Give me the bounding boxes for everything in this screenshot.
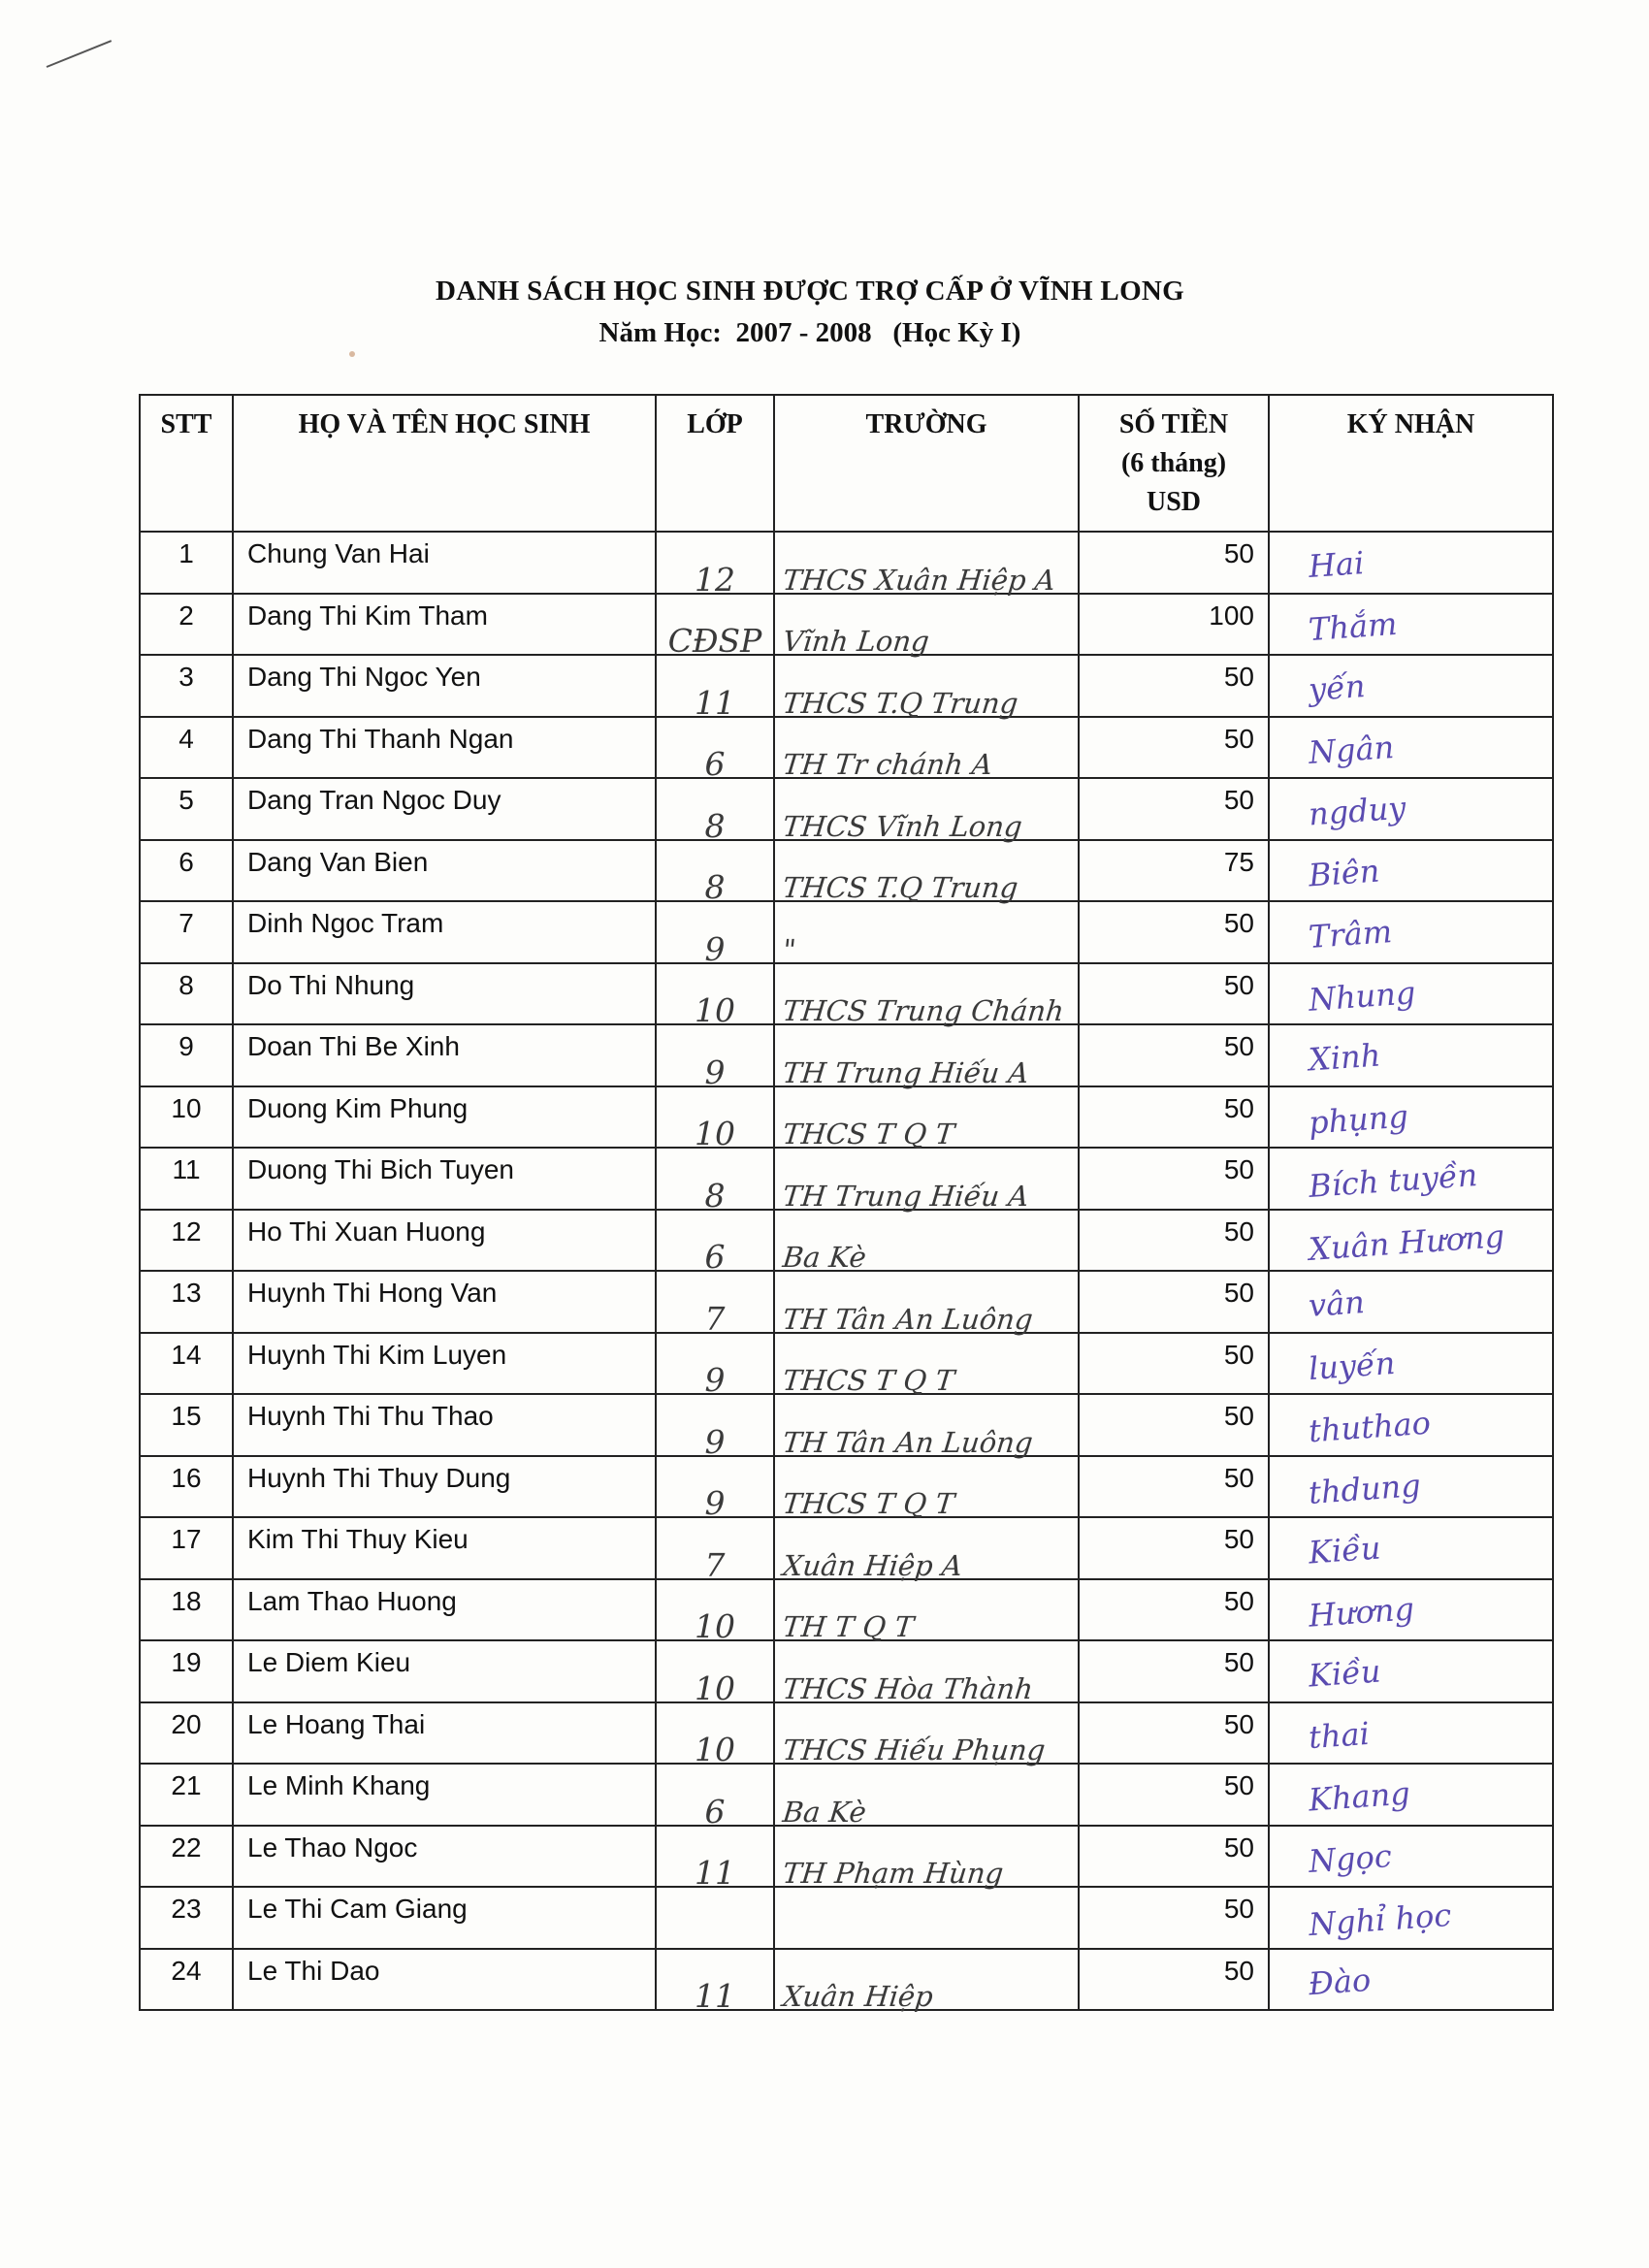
cell-stt: 21 (140, 1764, 233, 1826)
cell-school (774, 1517, 1079, 1582)
cell-stt: 11 (140, 1148, 233, 1210)
header-amount (1079, 395, 1269, 532)
cell-student-name: Dang Thi Kim Tham (233, 594, 656, 656)
cell-school (774, 1210, 1079, 1272)
handwritten-signature: Bích tuyền (1307, 1155, 1479, 1206)
cell-class (656, 1271, 774, 1338)
cell-class (656, 1949, 774, 2015)
cell-amount: 50 (1079, 1210, 1269, 1272)
handwritten-school: THCS Xuân Hiệp A (781, 563, 1057, 597)
cell-class (656, 1024, 774, 1091)
table-row (140, 1333, 1553, 1395)
cell-class (656, 963, 774, 1029)
document-subtitle: Năm Học: 2007 - 2008 (Học Kỳ I) (598, 317, 1021, 348)
cell-class (656, 1826, 774, 1892)
cell-signature (1269, 717, 1553, 779)
cell-amount: 50 (1079, 1764, 1269, 1826)
handwritten-class: 6 (704, 1792, 726, 1831)
cell-amount: 50 (1079, 1579, 1269, 1641)
table-row (140, 1086, 1553, 1149)
cell-student-name: Ho Thi Xuan Huong (233, 1210, 656, 1272)
cell-class (656, 1640, 774, 1707)
cell-signature (1269, 532, 1553, 594)
handwritten-class: 10 (695, 1731, 735, 1768)
handwritten-class: 10 (695, 1669, 735, 1707)
table-row (140, 1702, 1553, 1765)
cell-signature (1269, 1887, 1553, 1949)
document-title: DANH SÁCH HỌC SINH ĐƯỢC TRỢ CẤP Ở VĨNH LONG (435, 275, 1185, 307)
handwritten-signature: thai (1307, 1714, 1372, 1756)
cell-class (656, 1456, 774, 1522)
cell-amount: 50 (1079, 1826, 1269, 1888)
handwritten-class: 10 (695, 991, 735, 1029)
table-row (140, 717, 1553, 779)
table-row (140, 655, 1553, 717)
cell-signature (1269, 1517, 1553, 1579)
table-row (140, 840, 1553, 902)
cell-stt: 10 (140, 1086, 233, 1149)
handwritten-school: TH Trung Hiếu A (781, 1179, 1031, 1213)
table-row (140, 1148, 1553, 1210)
handwritten-class: 9 (704, 1053, 726, 1091)
cell-student-name: Dang Thi Thanh Ngan (233, 717, 656, 779)
cell-student-name: Le Thi Cam Giang (233, 1887, 656, 1949)
cell-class (656, 1517, 774, 1584)
student-table (139, 394, 1554, 2015)
cell-stt: 4 (140, 717, 233, 779)
header-school: TRƯỜNG (774, 395, 1079, 532)
cell-signature (1269, 1210, 1553, 1272)
handwritten-school: " (781, 932, 798, 966)
table-row (140, 963, 1553, 1025)
cell-class (656, 532, 774, 599)
cell-amount: 50 (1079, 1702, 1269, 1765)
cell-signature (1269, 778, 1553, 840)
cell-student-name: Huynh Thi Thuy Dung (233, 1456, 656, 1518)
cell-student-name: Duong Kim Phung (233, 1086, 656, 1149)
cell-amount: 50 (1079, 778, 1269, 840)
cell-amount: 50 (1079, 655, 1269, 717)
handwritten-school: THCS T.Q Trung (781, 686, 1020, 720)
handwritten-class: 7 (704, 1299, 726, 1338)
cell-school (774, 532, 1079, 597)
header-class: LỚP (656, 395, 774, 532)
handwritten-class: 9 (704, 1422, 726, 1461)
cell-class (656, 717, 774, 783)
cell-student-name: Kim Thi Thuy Kieu (233, 1517, 656, 1579)
handwritten-class: 11 (695, 1854, 735, 1892)
handwritten-signature: Xinh (1307, 1036, 1382, 1079)
cell-school (774, 1333, 1079, 1395)
table-row (140, 1949, 1553, 2011)
cell-stt: 6 (140, 840, 233, 902)
handwritten-signature: Đào (1307, 1960, 1373, 2002)
cell-amount: 100 (1079, 594, 1269, 656)
cell-class (656, 1579, 774, 1645)
handwritten-class: 10 (695, 1115, 735, 1152)
handwritten-class: 6 (704, 745, 726, 783)
cell-stt: 7 (140, 901, 233, 963)
table-row (140, 1271, 1553, 1333)
table-row (140, 1826, 1553, 1888)
cell-student-name: Le Thao Ngoc (233, 1826, 656, 1888)
handwritten-school: TH T Q T (781, 1610, 916, 1643)
handwritten-school: Vĩnh Long (781, 625, 931, 658)
cell-stt: 15 (140, 1394, 233, 1456)
table-header-row (140, 395, 1553, 532)
handwritten-class: 11 (695, 1977, 735, 2015)
cell-student-name: Le Diem Kieu (233, 1640, 656, 1702)
handwritten-signature: Nghỉ học (1307, 1895, 1453, 1944)
cell-school (774, 1394, 1079, 1459)
cell-student-name: Duong Thi Bich Tuyen (233, 1148, 656, 1210)
cell-signature (1269, 1764, 1553, 1826)
table-row (140, 1517, 1553, 1579)
header-name: HỌ VÀ TÊN HỌC SINH (233, 395, 656, 532)
cell-signature (1269, 1456, 1553, 1518)
cell-student-name: Dang Thi Ngoc Yen (233, 655, 656, 717)
cell-student-name: Huynh Thi Thu Thao (233, 1394, 656, 1456)
cell-class (656, 778, 774, 845)
handwritten-signature: thdung (1307, 1466, 1422, 1511)
table-row (140, 1887, 1553, 1949)
handwritten-school: TH Tân An Luông (781, 1302, 1035, 1336)
handwritten-signature: Nhung (1307, 973, 1417, 1019)
handwritten-class: 10 (695, 1607, 735, 1645)
table-row (140, 1394, 1553, 1456)
handwritten-school: THCS T Q T (781, 1118, 956, 1150)
cell-stt: 23 (140, 1887, 233, 1949)
cell-stt: 8 (140, 963, 233, 1025)
cell-student-name: Lam Thao Huong (233, 1579, 656, 1641)
handwritten-school: THCS Trung Chánh (781, 994, 1066, 1027)
handwritten-signature: Biên (1307, 851, 1381, 894)
cell-school (774, 594, 1079, 656)
cell-class (656, 1702, 774, 1768)
cell-signature (1269, 840, 1553, 902)
cell-school (774, 901, 1079, 966)
cell-class (656, 1148, 774, 1215)
cell-amount: 50 (1079, 717, 1269, 779)
cell-student-name: Huynh Thi Kim Luyen (233, 1333, 656, 1395)
cell-signature (1269, 1333, 1553, 1395)
cell-amount: 50 (1079, 1640, 1269, 1702)
cell-amount: 50 (1079, 1394, 1269, 1456)
cell-signature (1269, 1024, 1553, 1086)
handwritten-school: THCS Hiếu Phụng (781, 1733, 1048, 1766)
paper-speck (349, 351, 355, 357)
cell-stt: 3 (140, 655, 233, 717)
cell-signature (1269, 1640, 1553, 1702)
staple-mark (47, 40, 113, 68)
cell-class (656, 1764, 774, 1831)
document-header (0, 275, 1649, 349)
handwritten-class: 7 (704, 1545, 726, 1584)
handwritten-class: 8 (704, 868, 726, 906)
cell-class (656, 840, 774, 906)
handwritten-school: Ba Kè (781, 1795, 868, 1829)
handwritten-school: Xuân Hiệp A (781, 1548, 964, 1582)
table-row (140, 1764, 1553, 1826)
cell-stt: 12 (140, 1210, 233, 1272)
handwritten-signature: Thắm (1307, 604, 1399, 648)
cell-class (656, 901, 774, 968)
handwritten-school: THCS Hòa Thành (781, 1671, 1035, 1705)
cell-school (774, 1949, 1079, 2011)
cell-amount: 50 (1079, 901, 1269, 963)
table-row (140, 532, 1553, 594)
cell-school (774, 1702, 1079, 1765)
cell-class (656, 1210, 774, 1276)
cell-school (774, 778, 1079, 843)
cell-stt: 19 (140, 1640, 233, 1702)
cell-class (656, 594, 774, 660)
cell-amount: 50 (1079, 1086, 1269, 1149)
cell-school (774, 1640, 1079, 1705)
cell-class (656, 1333, 774, 1399)
cell-student-name: Le Thi Dao (233, 1949, 656, 2011)
handwritten-signature: luyến (1307, 1344, 1397, 1387)
handwritten-signature: Kiều (1307, 1529, 1382, 1571)
handwritten-signature: Trâm (1307, 913, 1394, 956)
cell-class (656, 655, 774, 722)
cell-school (774, 1887, 1079, 1949)
handwritten-signature: phụng (1307, 1096, 1409, 1142)
cell-signature (1269, 594, 1553, 656)
handwritten-school: THCS T Q T (781, 1487, 956, 1520)
cell-amount: 75 (1079, 840, 1269, 902)
cell-amount: 50 (1079, 532, 1269, 594)
cell-signature (1269, 1394, 1553, 1456)
cell-class (656, 1887, 774, 1949)
cell-stt: 24 (140, 1949, 233, 2011)
header-amount-line1: SỐ TIỀN (1118, 409, 1229, 439)
cell-school (774, 1271, 1079, 1336)
handwritten-signature: thuthao (1307, 1404, 1433, 1450)
handwritten-class: 9 (704, 1484, 726, 1522)
cell-signature (1269, 655, 1553, 717)
cell-signature (1269, 1702, 1553, 1765)
cell-stt: 18 (140, 1579, 233, 1641)
cell-class (656, 1394, 774, 1461)
cell-student-name: Do Thi Nhung (233, 963, 656, 1025)
handwritten-signature: Hai (1307, 544, 1366, 585)
handwritten-class: 8 (704, 1176, 726, 1215)
cell-signature (1269, 1271, 1553, 1333)
handwritten-signature: ngduy (1307, 789, 1407, 833)
cell-student-name: Le Minh Khang (233, 1764, 656, 1826)
cell-student-name: Chung Van Hai (233, 532, 656, 594)
handwritten-class: 9 (704, 929, 726, 968)
handwritten-signature: Ngọc (1307, 1836, 1393, 1880)
cell-stt: 16 (140, 1456, 233, 1518)
cell-student-name: Doan Thi Be Xinh (233, 1024, 656, 1086)
header-stt: STT (140, 395, 233, 532)
cell-student-name: Le Hoang Thai (233, 1702, 656, 1765)
handwritten-school: TH Trung Hiếu A (781, 1055, 1031, 1089)
table-row (140, 1024, 1553, 1086)
cell-school (774, 1826, 1079, 1888)
cell-amount: 50 (1079, 1333, 1269, 1395)
cell-amount: 50 (1079, 1456, 1269, 1518)
cell-amount: 50 (1079, 1887, 1269, 1949)
handwritten-class: 8 (704, 806, 726, 845)
cell-school (774, 963, 1079, 1025)
table-row (140, 778, 1553, 840)
handwritten-class: 12 (695, 560, 735, 599)
cell-school (774, 1456, 1079, 1518)
cell-amount: 50 (1079, 963, 1269, 1025)
header-signature: KÝ NHẬN (1269, 395, 1553, 532)
handwritten-signature: Xuân Hương (1307, 1216, 1506, 1268)
handwritten-signature: Kiều (1307, 1652, 1382, 1695)
cell-stt: 13 (140, 1271, 233, 1333)
cell-school (774, 1579, 1079, 1641)
handwritten-signature: vân (1307, 1283, 1367, 1324)
cell-stt: 9 (140, 1024, 233, 1086)
table-row (140, 1456, 1553, 1518)
table-row (140, 1210, 1553, 1272)
cell-school (774, 1086, 1079, 1149)
handwritten-school: THCS Vĩnh Long (781, 809, 1024, 843)
cell-signature (1269, 1148, 1553, 1210)
cell-signature (1269, 1086, 1553, 1149)
cell-school (774, 717, 1079, 779)
table-row (140, 1640, 1553, 1702)
handwritten-school: THCS T.Q Trung (781, 871, 1020, 904)
cell-stt: 2 (140, 594, 233, 656)
header-amount-line3: USD (1146, 487, 1201, 517)
cell-amount: 50 (1079, 1271, 1269, 1333)
handwritten-school: Xuân Hiệp (781, 1980, 935, 2013)
handwritten-school: TH Tr chánh A (781, 748, 994, 781)
cell-school (774, 840, 1079, 902)
cell-student-name: Dang Van Bien (233, 840, 656, 902)
header-amount-line2: (6 tháng) (1120, 448, 1227, 478)
cell-stt: 17 (140, 1517, 233, 1579)
handwritten-class: CĐSP (667, 622, 762, 660)
handwritten-school: THCS T Q T (781, 1364, 956, 1397)
cell-amount: 50 (1079, 1517, 1269, 1579)
cell-class (656, 1086, 774, 1152)
cell-signature (1269, 1579, 1553, 1641)
handwritten-class: 11 (695, 683, 735, 722)
cell-student-name: Dinh Ngoc Tram (233, 901, 656, 963)
handwritten-school: TH Tân An Luông (781, 1425, 1035, 1459)
cell-stt: 1 (140, 532, 233, 594)
handwritten-class: 9 (704, 1361, 726, 1399)
cell-student-name: Dang Tran Ngoc Duy (233, 778, 656, 840)
cell-school (774, 655, 1079, 720)
table-row (140, 1579, 1553, 1641)
handwritten-signature: Ngân (1307, 728, 1396, 771)
cell-school (774, 1024, 1079, 1089)
cell-amount: 50 (1079, 1949, 1269, 2011)
table-row (140, 594, 1553, 656)
handwritten-class: 6 (704, 1238, 726, 1276)
cell-signature (1269, 963, 1553, 1025)
handwritten-signature: Hương (1307, 1589, 1416, 1635)
handwritten-school: Ba Kè (781, 1241, 868, 1274)
cell-signature (1269, 1949, 1553, 2011)
cell-school (774, 1148, 1079, 1213)
cell-school (774, 1764, 1079, 1829)
cell-stt: 5 (140, 778, 233, 840)
cell-stt: 22 (140, 1826, 233, 1888)
handwritten-school: TH Phạm Hùng (781, 1857, 1006, 1890)
handwritten-signature: yến (1307, 667, 1367, 708)
cell-signature (1269, 1826, 1553, 1888)
cell-amount: 50 (1079, 1148, 1269, 1210)
handwritten-signature: Khang (1307, 1774, 1411, 1819)
cell-student-name: Huynh Thi Hong Van (233, 1271, 656, 1333)
cell-stt: 20 (140, 1702, 233, 1765)
table-row (140, 901, 1553, 963)
cell-stt: 14 (140, 1333, 233, 1395)
cell-amount: 50 (1079, 1024, 1269, 1086)
cell-signature (1269, 901, 1553, 963)
